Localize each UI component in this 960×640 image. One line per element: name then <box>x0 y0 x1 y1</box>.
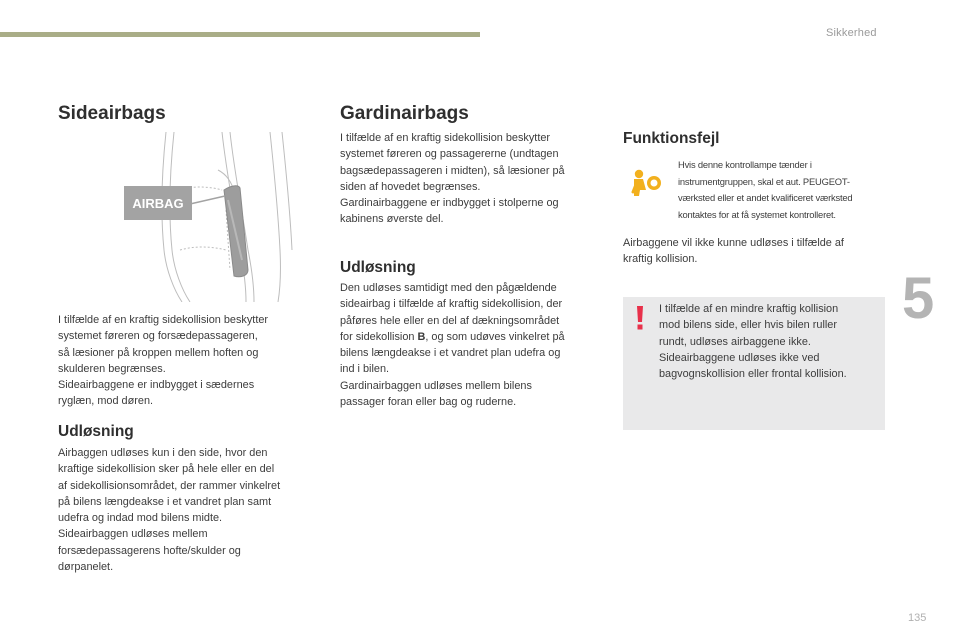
page-number: 135 <box>908 612 927 624</box>
warning-lamp-text: Hvis denne kontrollampe tænder i instrumentgruppen, skal et aut. PEUGEOT- værksted eller et andet kvalificeret værksted kontaktes for at få systemet kontrolleret. <box>678 159 853 220</box>
udlosning-text-part2: , og som udøves vinkelret på bilens længdeakse i et vandret plan udefra og ind i bilen. Gardinairbaggen udløses mellem bilens passager foran eller bag og ruderne. <box>340 330 565 409</box>
seat-airbag-illustration <box>122 130 294 302</box>
sideairbags-intro: I tilfælde af en kraftig sidekollision beskytter systemet føreren og forsædepassageren, så læsioner på kroppen mellem hoften og skulderen begrænses. Sideairbaggene er indbygget i sædernes ryglæn, mod døren. <box>58 314 269 408</box>
sideairbags-udlosning-title: Udløsning <box>58 423 134 440</box>
funktionsfejl-title: Funktionsfejl <box>623 130 720 147</box>
airbag-label: AIRBAG <box>132 196 184 211</box>
header-accent-bar <box>0 32 480 37</box>
gardinairbags-title: Gardinairbags <box>340 103 469 124</box>
gardinairbags-intro: I tilfælde af en kraftig sidekollision beskytter systemet føreren og passagererne (undtagen bagsædepassageren i midten), så læsioner på siden af hovedet begrænses. Gardinairbaggene er indbygget i stolperne og kabinens øverste del. <box>340 132 565 226</box>
zone-b-label: B <box>417 330 426 343</box>
section-label: Sikkerhed <box>826 27 877 39</box>
chapter-number: 5 <box>902 266 935 331</box>
gardinairbags-udlosning-text <box>340 280 602 410</box>
sideairbags-title: Sideairbags <box>58 103 166 124</box>
funktionsfejl-text: Airbaggene vil ikke kunne udløses i tilfælde af kraftig kollision. <box>623 237 844 266</box>
udlosning-text-part1: Den udløses samtidigt med den pågældende sideairbag i tilfælde af kraftig sidekollision, der påføres hele eller en del af dækningsområdet for sidekollision <box>340 282 563 343</box>
note-text: I tilfælde af en mindre kraftig kollision mod bilens side, eller hvis bilen ruller rundt, udløses airbaggene ikke. Sideairbaggene udløses ikke ved bagvognskollision eller frontal kollision. <box>659 303 847 381</box>
sideairbags-udlosning-text: Airbaggen udløses kun i den side, hvor den kraftige sidekollision sker på hele eller en del af sidekollisionsområdet, der rammer vinkelret på bilens længdeakse i et vandret plan samt udefra og indad mod bilens midte. Sideairbaggen udløses mellem forsædepassagerens hofte/skulder og dørpanelet. <box>58 447 281 574</box>
exclamation-icon <box>636 306 644 330</box>
gardinairbags-udlosning-title: Udløsning <box>340 259 416 276</box>
airbag-warning-lamp-icon <box>630 168 664 196</box>
